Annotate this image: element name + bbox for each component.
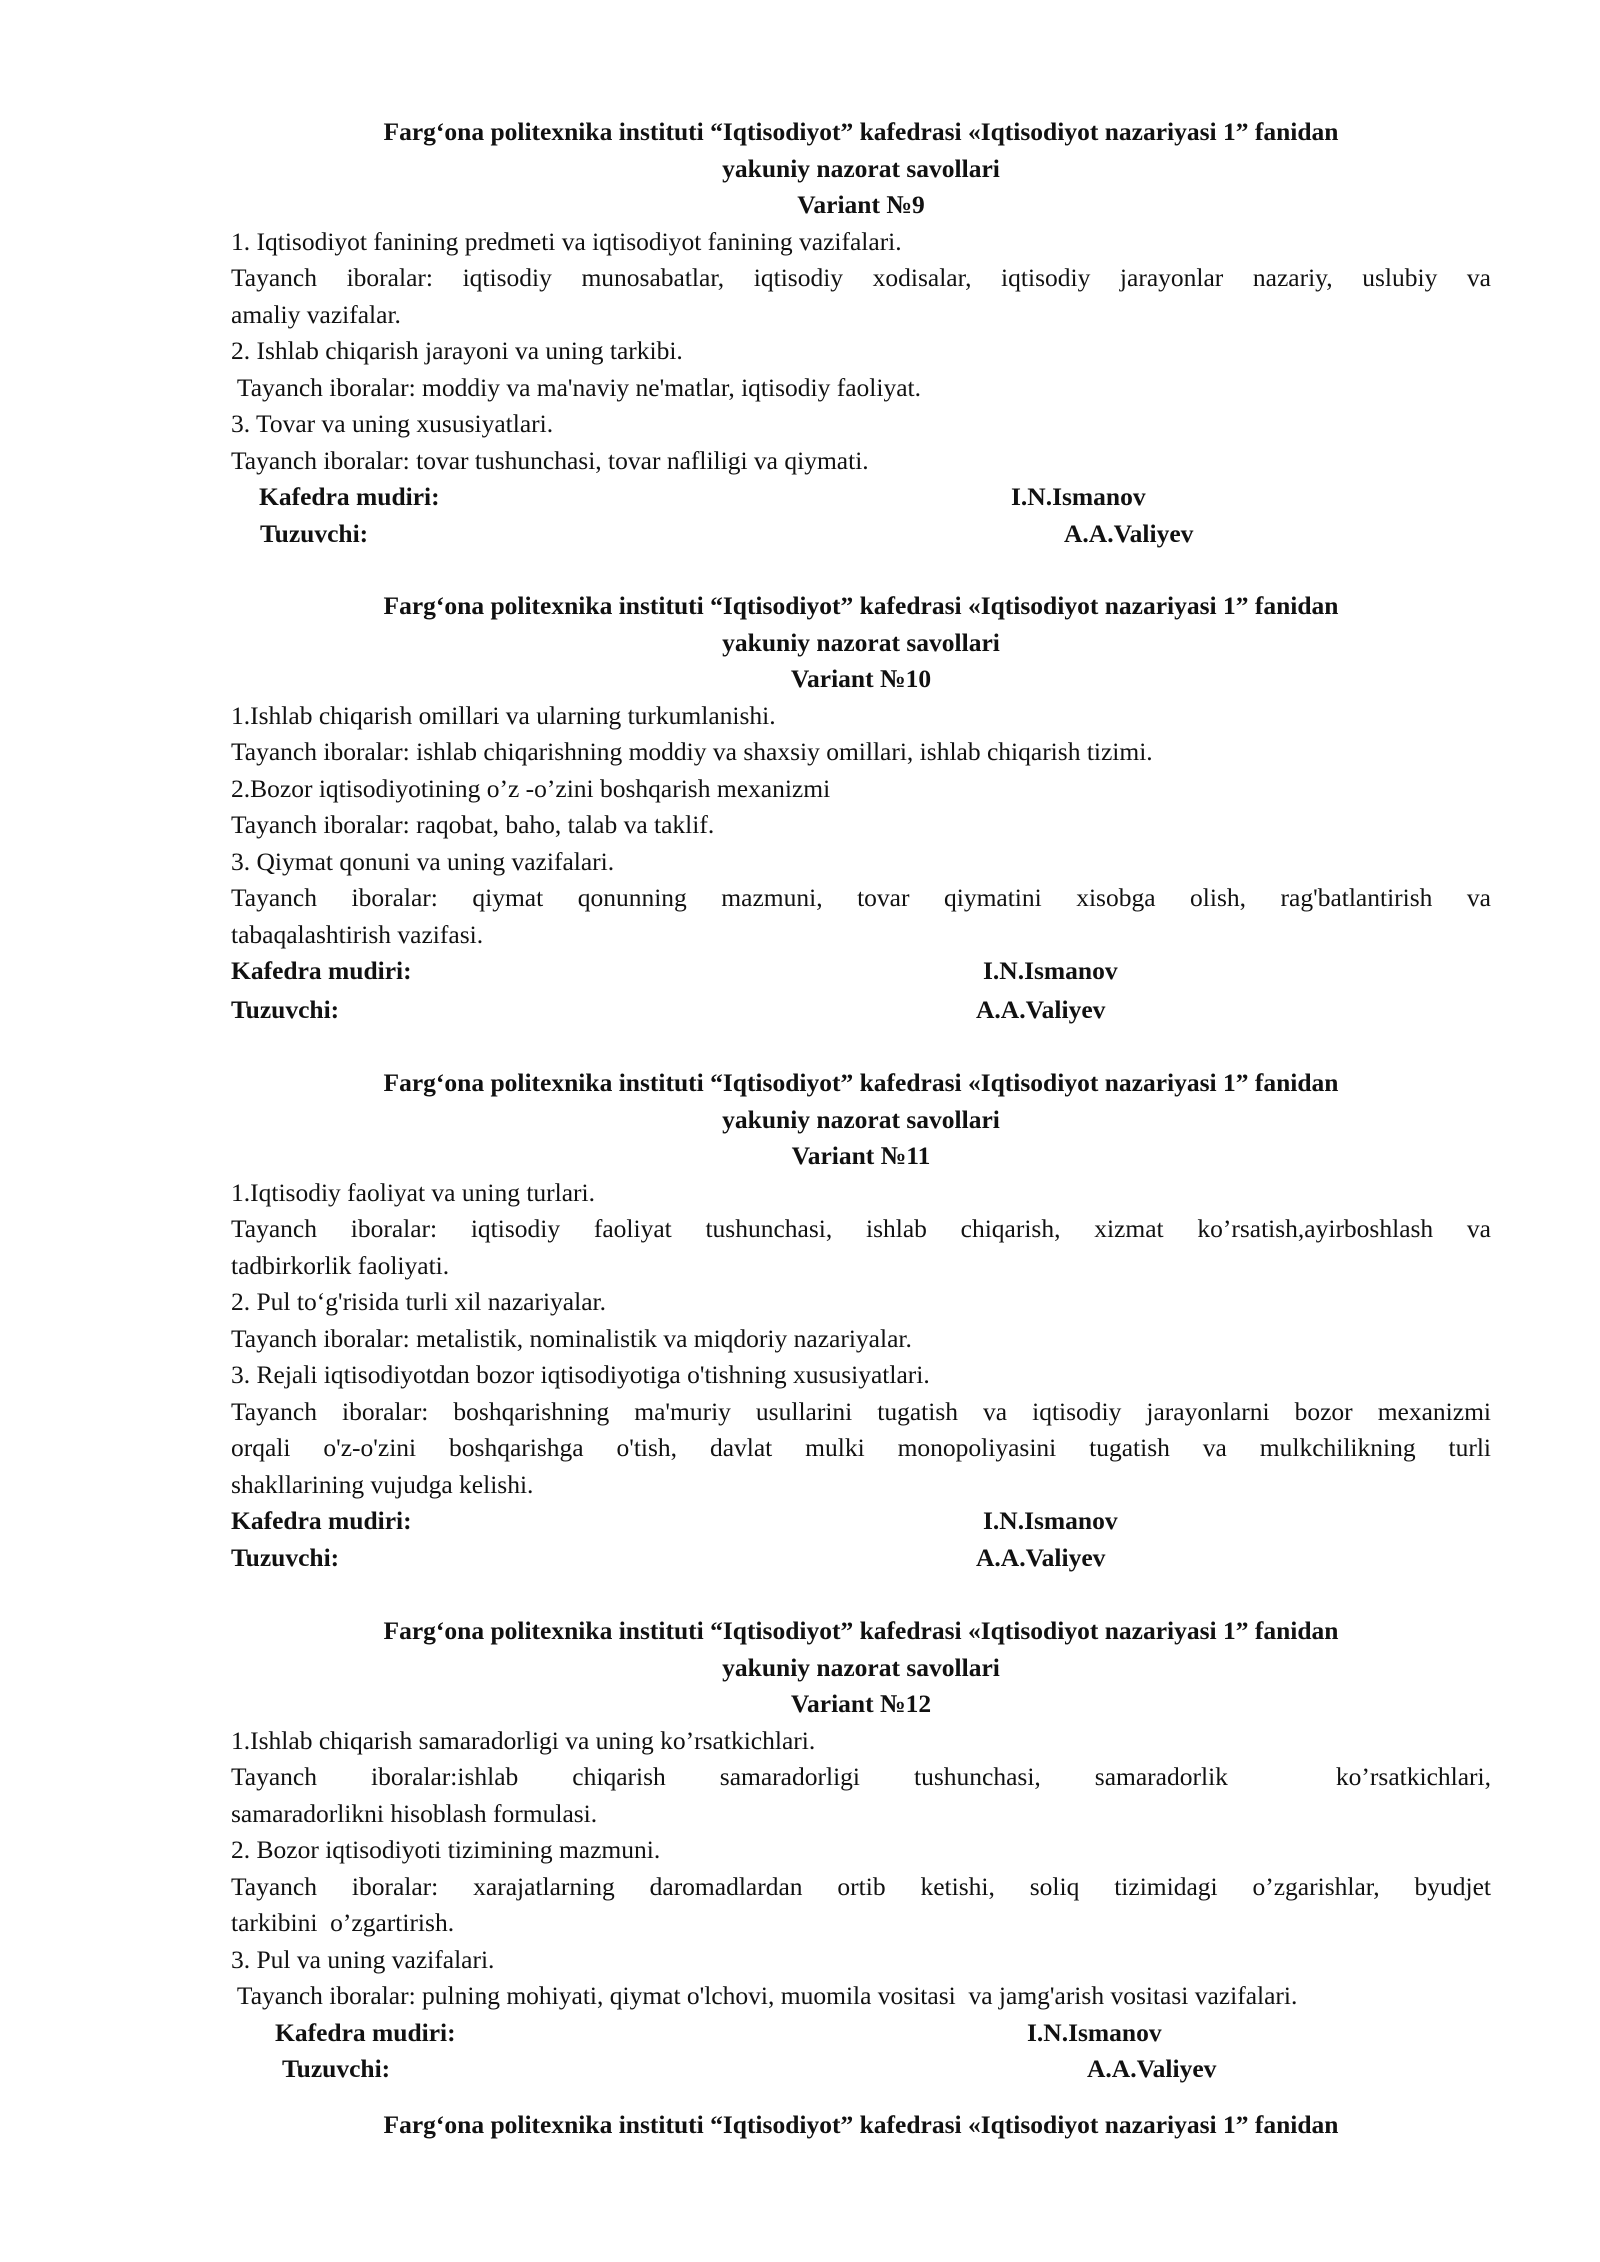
keywords-line: Tayanch iboralar: qiymat qonunning mazmuni, tovar qiymatini xisobga olish, rag'batlantirish va	[231, 883, 1491, 912]
keywords-line: Tayanch iboralar: moddiy va ma'naviy ne'matlar, iqtisodiy faoliyat.	[231, 372, 921, 402]
signature-row	[231, 516, 1491, 553]
keywords-line: tarkibini o’zgartirish.	[231, 1908, 455, 1937]
author-name: A.A.Valiyev	[1064, 518, 1194, 548]
question-line: 3. Pul va uning vazifalari.	[231, 1944, 495, 1974]
keywords-line: Tayanch iboralar: xarajatlarning daromadlardan ortib ketishi, soliq tizimidagi o’zgarishlar, byudjet	[231, 1871, 1491, 1901]
head-label: Kafedra mudiri:	[231, 1506, 412, 1535]
author-name: A.A.Valiyev	[1087, 2054, 1217, 2083]
author-label: Tuzuvchi:	[260, 518, 369, 548]
header-title: Farg‘ona politexnika instituti “Iqtisodiyot” kafedrasi «Iqtisodiyot nazariyasi 1” fanidan	[383, 117, 1339, 146]
author-label: Tuzuvchi:	[282, 2054, 391, 2083]
author-label: Tuzuvchi:	[231, 994, 340, 1024]
keywords-line: orqali o'z-o'zini boshqarishga o'tish, davlat mulki monopoliyasini tugatish va mulkchilikning turli	[231, 1433, 1491, 1462]
variant-section	[231, 1613, 1491, 2088]
keywords-line: Tayanch iboralar: iqtisodiy munosabatlar, iqtisodiy xodisalar, iqtisodiy jarayonlar nazariy, uslubiy va	[231, 263, 1491, 292]
keywords-line: tadbirkorlik faoliyati.	[231, 1250, 450, 1280]
variant-section	[231, 588, 1491, 1028]
header-title: Farg‘ona politexnika instituti “Iqtisodiyot” kafedrasi «Iqtisodiyot nazariyasi 1” fanidan	[383, 1616, 1339, 1645]
signature-row	[231, 479, 1491, 516]
signature-row	[231, 1503, 1491, 1540]
variant-title: Variant №9	[797, 190, 925, 219]
question-line: 3. Qiymat qonuni va uning vazifalari.	[231, 846, 615, 876]
variant-title: Variant №11	[791, 1141, 931, 1170]
head-label: Kafedra mudiri:	[275, 2017, 456, 2047]
head-name: I.N.Ismanov	[1011, 482, 1146, 511]
head-name: I.N.Ismanov	[983, 1506, 1118, 1535]
header-subtitle: yakuniy nazorat savollari	[722, 1104, 1000, 1134]
variant-section	[231, 2107, 1491, 2144]
keywords-line: Tayanch iboralar: pulning mohiyati, qiymat o'lchovi, muomila vositasi va jamg'arish vositasi vazifalari.	[231, 1981, 1298, 2010]
question-line: 1.Ishlab chiqarish samaradorligi va uning ko’rsatkichlari.	[231, 1725, 816, 1755]
keywords-line: Tayanch iboralar: raqobat, baho, talab va taklif.	[231, 810, 715, 839]
header-subtitle: yakuniy nazorat savollari	[722, 153, 1000, 183]
variant-title: Variant №12	[790, 1689, 932, 1718]
question-line: 2. Pul to‘g'risida turli xil nazariyalar.	[231, 1287, 606, 1316]
signature-row	[231, 2051, 1491, 2088]
variant-section	[231, 1065, 1491, 1576]
question-line: 1. Iqtisodiyot fanining predmeti va iqtisodiyot fanining vazifalari.	[231, 226, 902, 256]
keywords-line: amaliy vazifalar.	[231, 299, 401, 329]
signature-row	[231, 1540, 1491, 1577]
header-title: Farg‘ona politexnika instituti “Iqtisodiyot” kafedrasi «Iqtisodiyot nazariyasi 1” fanidan	[383, 1068, 1339, 1097]
keywords-line: Tayanch iboralar: iqtisodiy faoliyat tushunchasi, ishlab chiqarish, xizmat ko’rsatish,ayirboshlash va	[231, 1214, 1491, 1243]
author-name: A.A.Valiyev	[976, 1542, 1106, 1572]
signature-row	[231, 953, 1491, 990]
keywords-line: samaradorlikni hisoblash formulasi.	[231, 1798, 598, 1828]
question-line: 2.Bozor iqtisodiyotining o’z -o’zini boshqarish mexanizmi	[231, 773, 831, 803]
head-name: I.N.Ismanov	[983, 956, 1118, 985]
head-name: I.N.Ismanov	[1027, 2017, 1162, 2047]
signature-row	[231, 2015, 1491, 2052]
question-line: 3. Rejali iqtisodiyotdan bozor iqtisodiyotiga o'tishning xususiyatlari.	[231, 1360, 930, 1389]
question-line: 1.Ishlab chiqarish omillari va ularning turkumlanishi.	[231, 700, 776, 730]
head-label: Kafedra mudiri:	[259, 482, 440, 511]
keywords-line: tabaqalashtirish vazifasi.	[231, 919, 484, 949]
keywords-line: Tayanch iboralar:ishlab chiqarish samaradorligi tushunchasi, samaradorlik ko’rsatkichlari,	[231, 1762, 1491, 1791]
header-subtitle: yakuniy nazorat savollari	[722, 627, 1000, 657]
keywords-line: Tayanch iboralar: tovar tushunchasi, tovar nafliligi va qiymati.	[231, 445, 869, 475]
header-title: Farg‘ona politexnika instituti “Iqtisodiyot” kafedrasi «Iqtisodiyot nazariyasi 1” fanidan	[383, 591, 1339, 620]
question-line: 2. Bozor iqtisodiyoti tizimining mazmuni.	[231, 1835, 661, 1864]
head-label: Kafedra mudiri:	[231, 956, 412, 985]
author-name: A.A.Valiyev	[976, 994, 1106, 1024]
variant-title: Variant №10	[790, 664, 932, 693]
keywords-line: Tayanch iboralar: metalistik, nominalistik va miqdoriy nazariyalar.	[231, 1323, 912, 1353]
header-title: Farg‘ona politexnika instituti “Iqtisodiyot” kafedrasi «Iqtisodiyot nazariyasi 1” fanidan	[383, 2110, 1339, 2139]
header-subtitle: yakuniy nazorat savollari	[722, 1652, 1000, 1682]
keywords-line: Tayanch iboralar: boshqarishning ma'muriy usullarini tugatish va iqtisodiy jarayonlarni bozor mexanizmi	[231, 1396, 1491, 1426]
question-line: 2. Ishlab chiqarish jarayoni va uning tarkibi.	[231, 336, 683, 365]
signature-row	[231, 992, 1491, 1029]
question-line: 3. Tovar va uning xususiyatlari.	[231, 409, 554, 438]
keywords-line: Tayanch iboralar: ishlab chiqarishning moddiy va shaxsiy omillari, ishlab chiqarish tizimi.	[231, 737, 1153, 766]
question-line: 1.Iqtisodiy faoliyat va uning turlari.	[231, 1177, 596, 1207]
keywords-line: shakllarining vujudga kelishi.	[231, 1469, 534, 1499]
variant-section	[231, 114, 1491, 552]
author-label: Tuzuvchi:	[231, 1542, 340, 1572]
